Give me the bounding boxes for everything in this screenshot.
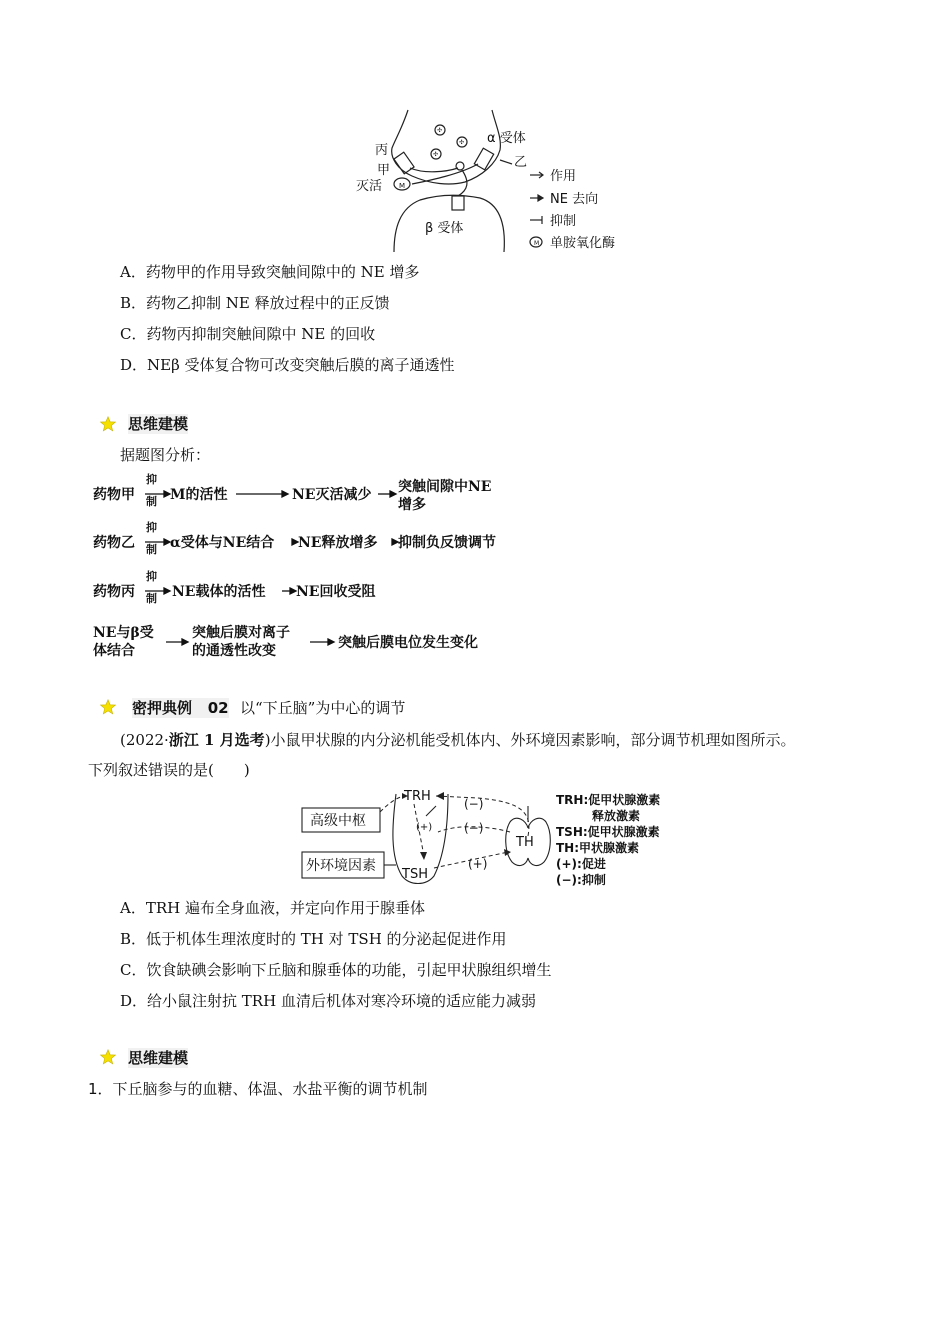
- label-plus-1: (+): [416, 822, 433, 833]
- flow-row4-b2: 的通透性改变: [192, 643, 276, 659]
- flow-row1-arrow-top: 抑: [146, 473, 157, 486]
- flow-row4-a1: NE与β受: [93, 625, 154, 641]
- flow-row1-arrow-bot: 制: [146, 495, 157, 508]
- label-m: M: [399, 182, 406, 190]
- model1-intro: 据题图分析：: [120, 446, 211, 464]
- model1-heading: 思维建模: [128, 415, 189, 433]
- label-jia: 甲: [377, 163, 391, 178]
- svg-text:M: M: [534, 240, 540, 247]
- svg-text:✣: ✣: [433, 151, 439, 158]
- q2-option-b: B．低于机体生理浓度时的 TH 对 TSH 的分泌起促进作用: [120, 930, 507, 948]
- legend-zuoyong: 作用: [550, 169, 577, 184]
- flow-row1-d1: 突触间隙中NE: [398, 479, 492, 495]
- svg-text:✣: ✣: [459, 139, 465, 146]
- label-trh: TRH: [404, 789, 431, 804]
- label-miehuo: 灭活: [356, 179, 383, 194]
- legend-ne-quxiang: NE 去向: [550, 192, 599, 207]
- flow-row1-a: 药物甲: [93, 487, 135, 503]
- flow-row2-c: NE释放增多: [298, 535, 378, 551]
- q2-option-d: D．给小鼠注射抗 TRH 血清后机体对寒冷环境的适应能力减弱: [120, 992, 536, 1010]
- q2-option-c: C．饮食缺碘会影响下丘脑和腺垂体的功能，引起甲状腺组织增生: [120, 961, 552, 979]
- flow-arrows: [140, 480, 420, 660]
- q1-option-c: C．药物丙抑制突触间隙中 NE 的回收: [120, 325, 376, 343]
- flow-row3-arrow-bot: 制: [146, 592, 157, 605]
- thyroid-figure: [298, 786, 690, 890]
- label-alpha: α 受体: [487, 131, 526, 146]
- flow-row1-b: M的活性: [170, 487, 228, 503]
- legend-yizhi: 抑制: [550, 214, 577, 229]
- example-number: 02: [207, 699, 229, 717]
- legend-trh: TRH:促甲状腺激素: [556, 793, 661, 807]
- flow-row2-b: α受体与NE结合: [170, 535, 275, 551]
- label-bing: 丙: [375, 143, 389, 158]
- box-waihuanjing: 外环境因素: [306, 858, 376, 874]
- label-th: TH: [516, 835, 534, 850]
- star-icon: [100, 699, 116, 715]
- label-yi: 乙: [514, 155, 528, 170]
- flow-row4-a2: 体结合: [93, 643, 135, 659]
- example-stem-line2: 下列叙述错误的是( ): [88, 761, 250, 779]
- flow-row1-d2: 增多: [398, 497, 426, 513]
- flow-row2-a: 药物乙: [93, 535, 135, 551]
- svg-text:✣: ✣: [437, 127, 443, 134]
- legend-plus: (+):促进: [556, 857, 606, 871]
- legend-tsh: TSH:促甲状腺激素: [556, 825, 660, 839]
- q2-option-a: A．TRH 遍布全身血液，并定向作用于腺垂体: [120, 899, 425, 917]
- model2-heading: 思维建模: [128, 1049, 189, 1067]
- legend-danan: 单胺氧化酶: [550, 236, 616, 251]
- example-label: 密押典例 02: [132, 699, 229, 717]
- flow-row4-c: 突触后膜电位发生变化: [338, 635, 478, 651]
- synapse-figure: [350, 108, 640, 253]
- star-icon: [100, 1049, 116, 1065]
- flow-row2-arrow-bot: 制: [146, 543, 157, 556]
- flow-row3-b: NE载体的活性: [172, 584, 266, 600]
- q1-option-b: B．药物乙抑制 NE 释放过程中的正反馈: [120, 294, 390, 312]
- legend-th: TH:甲状腺激素: [556, 841, 640, 855]
- label-tsh: TSH: [402, 867, 428, 882]
- legend-minus: (−):抑制: [556, 873, 606, 887]
- flow-row3-a: 药物丙: [93, 584, 135, 600]
- legend-trh-2: 释放激素: [592, 809, 641, 823]
- model2-item-1: 1．下丘脑参与的血糖、体温、水盐平衡的调节机制: [88, 1080, 428, 1098]
- flow-row2-arrow-top: 抑: [146, 521, 157, 534]
- q1-option-d: D．NEβ 受体复合物可改变突触后膜的离子通透性: [120, 356, 455, 374]
- example-title: 以“下丘脑”为中心的调节: [240, 699, 406, 717]
- label-minus-1: (−): [464, 797, 484, 811]
- label-plus-2: (+): [468, 857, 488, 871]
- box-gaoji-zhongshu: 高级中枢: [310, 813, 366, 829]
- label-beta: β 受体: [425, 221, 464, 236]
- example-source: 浙江 1 月选考: [168, 731, 265, 749]
- star-icon: [100, 416, 116, 432]
- q1-option-a: A．药物甲的作用导致突触间隙中的 NE 增多: [120, 263, 420, 281]
- flow-row1-c: NE灭活减少: [292, 487, 372, 503]
- flow-row3-arrow-top: 抑: [146, 570, 157, 583]
- flow-row4-b1: 突触后膜对离子: [192, 625, 290, 641]
- label-minus-2: (−): [464, 821, 484, 835]
- example-stem-line1: (2022·浙江 1 月选考)小鼠甲状腺的内分泌机能受机体内、外环境因素影响，部分调节机理如图所示。: [120, 731, 796, 749]
- flow-row3-c: NE回收受阻: [296, 584, 376, 600]
- flow-row2-d: 抑制负反馈调节: [398, 535, 496, 551]
